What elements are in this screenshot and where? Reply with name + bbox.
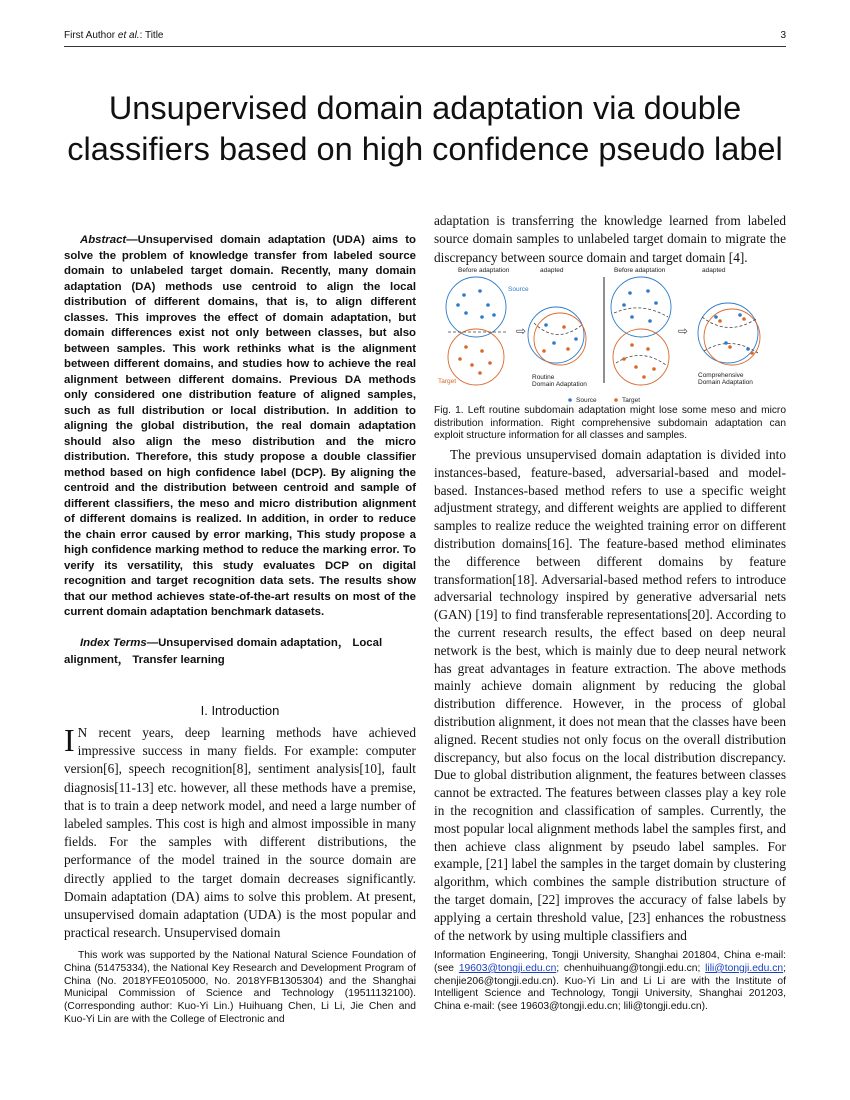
- label-adapted-left: adapted: [540, 267, 564, 274]
- label-routine-2: Domain Adaptation: [532, 381, 587, 388]
- adapted-boundary-left: [534, 323, 582, 335]
- drop-cap: I: [64, 722, 75, 758]
- introduction-paragraph: [64, 724, 416, 942]
- adapted-circle-left-source: [528, 307, 584, 363]
- adapted-circle-left-target: [534, 313, 586, 365]
- adapted-circle-right-target: [704, 309, 760, 365]
- source-domain-circle-left: [446, 277, 506, 337]
- source-domain-circle-right: [611, 277, 671, 337]
- right-column-body: The previous unsupervised domain adaptation is divided into instances-based, feature-based, adversarial-based and model-based. Instances-based method refers to use a specific weight adjustment strategy, and different weights are applied to different samples to realize reduce the weighted training error on different distribution domains[16]. The feature-based method eliminates the difference between different domains by feature transformation[18]. Adversarial-based method refers to introduce adversarial technology inspired by generative adversarial nets (GAN) [19] to find transferable representations[20]. According to the current research results, the effect based on deep neural network is the best, which is mainly due to deep neural network has great advantages in feature extraction. The above methods mainly achieve domain alignment by reducing the global distribution difference. However, in the process of global distribution alignment, it does not mean that the classes have been aligned. Recent studies not only focus on the overall distribution discrepancy, but also focus on the local distribution discrepancy. Due to global distribution alignment, the features between classes cannot be extracted. The features between classes play a key role in the recognition and classification of samples. Currently, the most popular local alignment methods label the samples first, and then achieve class alignment by pseudo label samples. For example, [21] label the samples in the target domain by clustering algorithm, which combines the sample distribution structure of the target domain, [22] improves the accuracy of false labels by applying a certain threshold value, [23] enhances the robustness of the network by using multiple classifiers and: [434, 447, 786, 943]
- footnote-right: Information Engineering, Tongji University, Shanghai 201804, China e-mail: (see 19603@tongji.edu.cn; chenhuihuang@tongji.edu.cn; lili@tongji.edu.cn; chenjie206@tongji.edu.cn). Kuo-Yi Lin and Li Li are with the Institute of Intelligent Science and Technology, Tongji University, Shanghai 201203, China e-mail: (see 19603@tongji.edu.cn; lili@tongji.edu.cn).: [434, 950, 786, 1013]
- email-link-2[interactable]: lili@tongji.edu.cn: [705, 962, 784, 974]
- abstract: [64, 233, 416, 621]
- index-terms-label: Index Terms: [80, 637, 147, 649]
- introduction-text: N recent years, deep learning methods have achieved impressive success in many fields. For example: computer version[6], speech recognition[8], sentiment analysis[10], fault diagnosis[11-13] etc. however, all these methods have a premise, that is to train a deep network model, and need a large number of labeled samples. This cost is high and almost impossible in many fields. For the samples with different distributions, the performance of the model trained in the source domain are directly applied to the target domain decreases significantly. Domain adaptation (DA) aims to solve this problem. At present, unsupervised domain adaptation (UDA) is the most popular and practical research. Unsupervised domain: [64, 725, 416, 941]
- arrow-icon-right: ⇨: [678, 324, 689, 338]
- source-points-right: [622, 289, 658, 323]
- running-header: [64, 30, 786, 47]
- label-source: Source: [508, 286, 529, 293]
- running-header-left: First Author et al.: Title: [64, 30, 164, 41]
- email-link-1[interactable]: 19603@tongji.edu.cn: [458, 962, 557, 974]
- arrow-icon-left: ⇨: [516, 324, 527, 338]
- abstract-text: —Unsupervised domain adaptation (UDA) aims to solve the problem of knowledge transfer from labeled source domain to unlabeled target domain. Recently, many domain adaptation (DA) methods use centroid to align the local distribution of different domains, that is, to align different classes. This improves the effect of domain adaptation, but domain differences exist not only between classes, but also between samples. This work rethinks what is the alignment between different domains, and studies how to achieve the real alignment between different domains. Previous DA methods only considered one distribution feature of aligned samples, such as full distribution or local distribution. In addition to aligning the global distribution, the real domain adaptation should also align the meso distribution and the micro distribution. Therefore, this study propose a double classifier method based on high confidence label (DCP). By aligning the centroid and the distribution between centroid and sample of different classifiers, the meso and micro distribution alignment of different domains is realized. In addition, in order to reduce the chain error caused by error marking, This study propose a high confidence marking method to reduce the marking error. To verify its versatility, this study evaluates DCP on digital recognition and target recognition data sets. The results show that our method achieves state-of-the-art results on most of the current domain adaptation benchmark datasets.: [64, 234, 416, 618]
- source-points-left: [456, 289, 496, 319]
- label-target: Target: [438, 378, 457, 385]
- legend-target-label: Target: [622, 397, 641, 404]
- section-heading-introduction: I. Introduction: [200, 703, 280, 718]
- adapted-circle-right-source: [698, 303, 758, 363]
- label-before-adaptation-right: Before adaptation: [614, 267, 666, 274]
- adapted-points-left: [542, 323, 578, 353]
- figure-1: [436, 265, 786, 405]
- label-comprehensive: Comprehensive: [698, 372, 744, 379]
- decision-boundary-right-1: [614, 308, 668, 317]
- target-points-right: [622, 343, 656, 379]
- label-comprehensive-2: Domain Adaptation: [698, 379, 753, 386]
- footnote-left: This work was supported by the National Natural Science Foundation of China (51475334), the National Key Research and Development Program of China (No. 2018YFE0105000, No. 2018YFB1305304) and the Shanghai Municipal Commission of Science and Technology (19511132100). (Corresponding author: Kuo-Yi Lin.) Huihuang Chen, Li Li, Jie Chen and Kuo-Yi Lin are with the College of Electronic and: [64, 950, 416, 1025]
- label-routine: Routine: [532, 374, 555, 381]
- index-terms: [64, 635, 416, 669]
- label-adapted-right: adapted: [702, 267, 726, 274]
- index-terms-text: —Unsupervised domain adaptation， Local alignment， Transfer learning: [64, 637, 383, 666]
- legend-target-marker: [614, 398, 618, 402]
- right-column-continuation: adaptation is transferring the knowledge learned from labeled source domain samples to unlabeled target domain to migrate the discrepancy between source domain and target domain [4].: [434, 213, 786, 265]
- abstract-label: Abstract: [80, 234, 127, 246]
- target-points-left: [458, 345, 492, 375]
- paper-title: Unsupervised domain adaptation via double classifiers based on high confidence pseudo label: [67, 90, 783, 167]
- legend-source-marker: [568, 398, 572, 402]
- label-before-adaptation-left: Before adaptation: [458, 267, 510, 274]
- figure-1-caption: Fig. 1. Left routine subdomain adaptation might lose some meso and micro distribution information. Right comprehensive subdomain adaptation can exploit structure information for all classes and samples.: [434, 405, 786, 441]
- adapted-points-right: [714, 313, 754, 355]
- legend-source-label: Source: [576, 397, 597, 404]
- adapted-boundary-right-1: [702, 317, 756, 328]
- page-number: 3: [780, 30, 786, 41]
